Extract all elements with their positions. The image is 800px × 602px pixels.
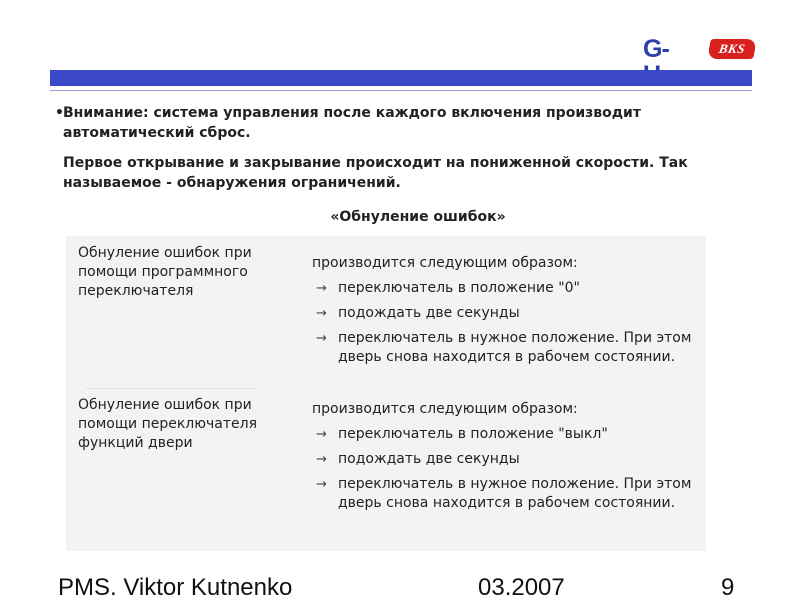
- block1-step-3: [312, 329, 704, 367]
- arrow-right-icon: →: [316, 452, 327, 467]
- block1-label: Обнуление ошибок при помощи программного переключателя: [78, 245, 252, 299]
- section-title: «Обнуление ошибок»: [330, 209, 506, 225]
- gu-logo-text: G-: [643, 35, 669, 63]
- step-text: переключатель в нужное положение. При этом дверь снова находится в рабочем состоянии.: [338, 476, 692, 511]
- footer-page-number: 9: [721, 574, 735, 601]
- arrow-right-icon: →: [316, 331, 327, 346]
- bks-logo-badge: [707, 39, 757, 59]
- intro-text: [55, 103, 755, 193]
- step-text: подождать две секунды: [338, 451, 520, 467]
- block2-step-1: [312, 425, 704, 444]
- footer-date: 03.2007: [478, 574, 565, 601]
- bks-logo-text: BKS: [717, 41, 747, 56]
- step-text: переключатель в положение "0": [338, 280, 580, 296]
- intro-paragraph-first-run: Первое открывание и закрывание происходит на пониженной скорости. Так называемое - обнаружения ограничений.: [63, 155, 688, 191]
- step-text: подождать две секунды: [338, 305, 520, 321]
- bullet-marker: •: [55, 105, 64, 121]
- block2-steps: [312, 400, 704, 519]
- block2-lead: производится следующим образом:: [312, 401, 578, 417]
- header-divider: [50, 90, 752, 91]
- block1-step-1: [312, 279, 704, 298]
- slide-footer: [0, 574, 800, 600]
- block2-step-3: [312, 475, 704, 513]
- block-divider: [85, 388, 255, 389]
- block1-step-2: [312, 304, 704, 323]
- intro-paragraph-warning: [55, 103, 755, 143]
- block2-step-2: [312, 450, 704, 469]
- arrow-right-icon: →: [316, 281, 327, 296]
- footer-author: PMS. Viktor Kutnenko: [58, 574, 293, 601]
- arrow-right-icon: →: [316, 477, 327, 492]
- block2-label: Обнуление ошибок при помощи переключателя функций двери: [78, 397, 258, 451]
- arrow-right-icon: →: [316, 306, 327, 321]
- block1-lead: производится следующим образом:: [312, 255, 578, 271]
- block1-steps: [312, 254, 704, 373]
- warning-text: Внимание: система управления после каждого включения производит автоматический сброс.: [63, 105, 641, 141]
- arrow-right-icon: →: [316, 427, 327, 442]
- header-bar: [50, 70, 752, 86]
- step-text: переключатель в нужное положение. При этом дверь снова находится в рабочем состоянии.: [338, 330, 692, 365]
- step-text: переключатель в положение "выкл": [338, 426, 608, 442]
